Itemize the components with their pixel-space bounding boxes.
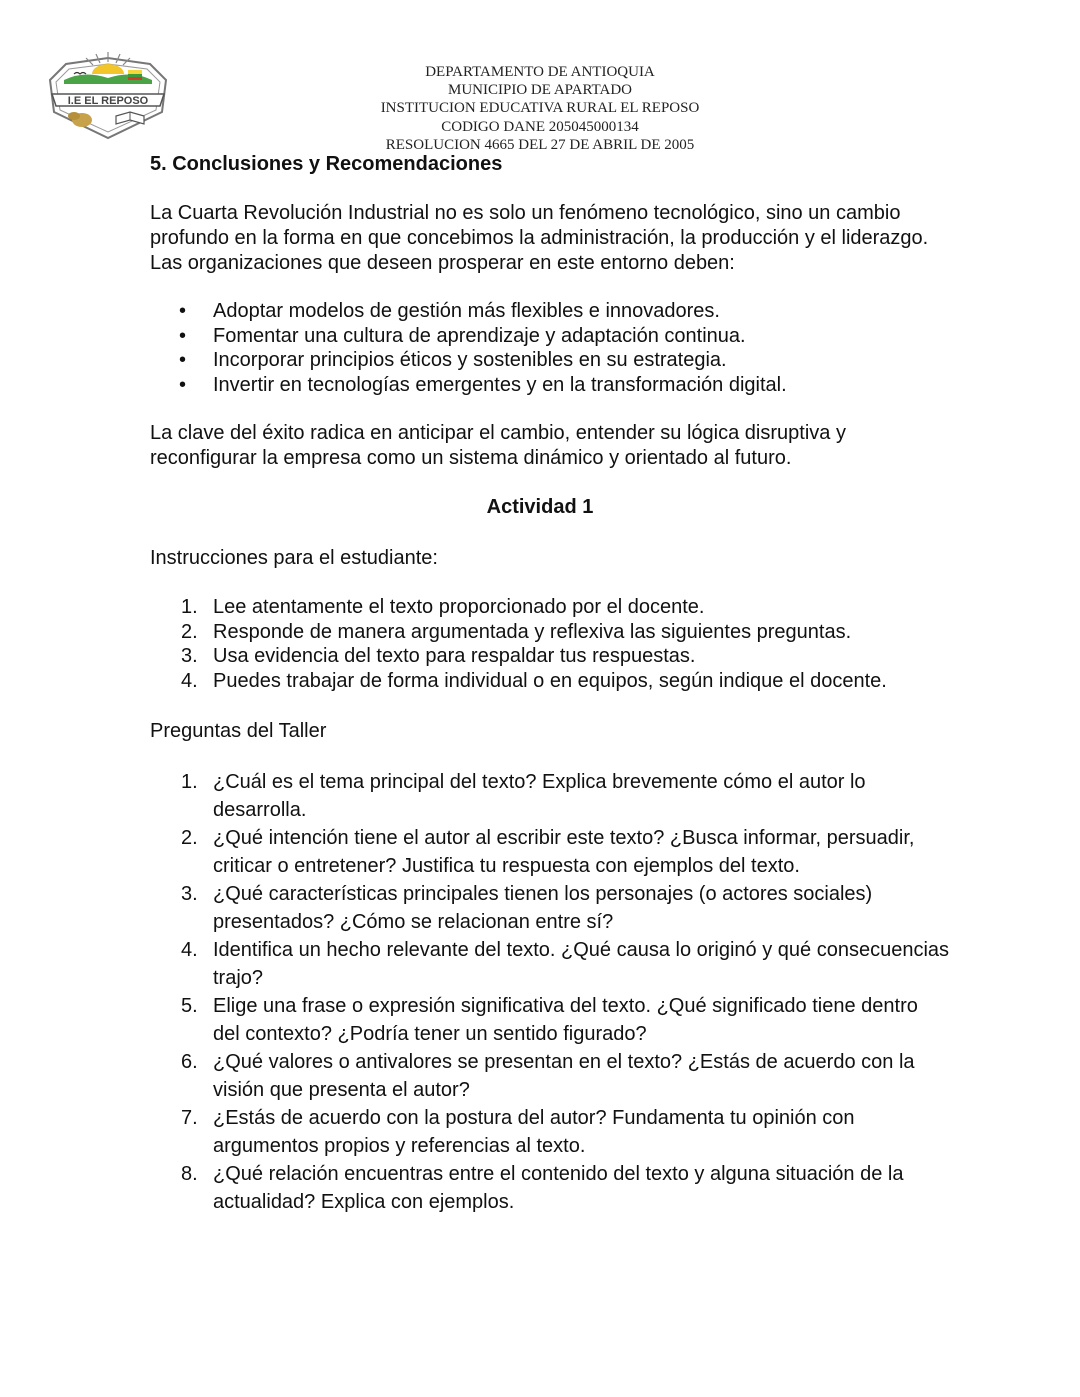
list-item-text: ¿Cuál es el tema principal del texto? Explica brevemente cómo el autor lo desarrolla. — [213, 771, 866, 821]
list-number: 1. — [181, 771, 198, 793]
school-logo — [44, 50, 172, 142]
list-item — [150, 669, 950, 694]
list-number: 2. — [181, 620, 198, 643]
list-item-text: ¿Qué características principales tienen los personajes (o actores sociales) presentados? ¿Cómo se relacionan entre sí? — [213, 883, 873, 933]
list-item-text: ¿Qué relación encuentras entre el contenido del texto y alguna situación de la actualidad? Explica con ejemplos. — [213, 1163, 904, 1213]
list-item — [150, 299, 950, 324]
instructions-heading: Instrucciones para el estudiante: — [150, 547, 438, 569]
list-item — [150, 1104, 950, 1160]
list-item — [150, 824, 950, 880]
list-item — [150, 880, 950, 936]
header-department: DEPARTAMENTO DE ANTIOQUIA — [425, 64, 655, 80]
bullet-icon: • — [179, 349, 187, 371]
list-number: 1. — [181, 596, 198, 618]
list-item — [150, 348, 950, 373]
header-dane-code: CODIGO DANE 205045000134 — [441, 118, 639, 135]
list-item — [150, 1048, 950, 1104]
section-closing: La clave del éxito radica en anticipar el cambio, entender su lógica disruptiva y reconfigurar la empresa como un sistema dinámico y orientado al futuro. — [150, 422, 846, 469]
list-item-text: Identifica un hecho relevante del texto. ¿Qué causa lo originó y qué consecuencias trajo? — [213, 939, 950, 989]
document-body — [150, 152, 950, 1216]
list-item — [150, 644, 950, 669]
list-item-text: Elige una frase o expresión significativa del texto. ¿Qué significado tiene dentro del contexto? ¿Podría tener un sentido figurado? — [213, 995, 918, 1045]
section-intro: La Cuarta Revolución Industrial no es solo un fenómeno tecnológico, sino un cambio profundo en la forma en que concebimos la administración, la producción y el liderazgo. Las organizaciones que deseen prosperar en este entorno deben: — [150, 202, 929, 274]
list-number: 4. — [181, 669, 198, 692]
list-number: 7. — [181, 1107, 198, 1129]
list-item-text: ¿Estás de acuerdo con la postura del autor? Fundamenta tu opinión con argumentos propios y referencias al texto. — [213, 1107, 855, 1157]
list-item-text: Fomentar una cultura de aprendizaje y adaptación continua. — [213, 324, 746, 347]
activity-title: Actividad 1 — [486, 496, 594, 518]
list-item-text: Usa evidencia del texto para respaldar tus respuestas. — [213, 645, 696, 667]
list-item-text: ¿Qué valores o antivalores se presentan en el texto? ¿Estás de acuerdo con la visión que presenta el autor? — [213, 1051, 915, 1101]
list-number: 4. — [181, 939, 198, 961]
questions-list — [150, 768, 950, 1216]
list-item-text: Adoptar modelos de gestión más flexibles e innovadores. — [213, 300, 720, 322]
list-item — [150, 373, 950, 398]
bullet-icon: • — [179, 373, 187, 396]
bullet-icon: • — [179, 300, 187, 322]
list-item — [150, 936, 950, 992]
list-item-text: ¿Qué intención tiene el autor al escribir este texto? ¿Busca informar, persuadir, criticar o entretener? Justifica tu respuesta con ejemplos del texto. — [213, 827, 915, 877]
instructions-list — [150, 595, 950, 693]
list-number: 6. — [181, 1051, 198, 1073]
list-item — [150, 1160, 950, 1216]
list-item-text: Puedes trabajar de forma individual o en equipos, según indique el docente. — [213, 669, 887, 692]
list-number: 3. — [181, 645, 198, 667]
institution-header — [300, 63, 780, 154]
list-number: 5. — [181, 995, 198, 1017]
logo-text: I.E EL REPOSO — [67, 95, 149, 107]
header-resolution: RESOLUCION 4665 DEL 27 DE ABRIL DE 2005 — [385, 136, 695, 153]
list-item-text: Lee atentamente el texto proporcionado por el docente. — [213, 596, 705, 618]
header-municipality: MUNICIPIO DE APARTADO — [447, 82, 633, 99]
list-number: 8. — [181, 1163, 198, 1185]
list-item-text: Incorporar principios éticos y sostenibles en su estrategia. — [213, 349, 727, 371]
list-number: 3. — [181, 883, 198, 905]
list-item — [150, 992, 950, 1048]
list-item — [150, 595, 950, 620]
bullet-icon: • — [179, 324, 187, 347]
list-item — [150, 620, 950, 645]
list-item-text: Invertir en tecnologías emergentes y en la transformación digital. — [213, 373, 787, 396]
list-item-text: Responde de manera argumentada y reflexiva las siguientes preguntas. — [213, 620, 852, 643]
section-title: 5. Conclusiones y Recomendaciones — [150, 153, 503, 175]
header-institution: INSTITUCION EDUCATIVA RURAL EL REPOSO — [380, 100, 700, 117]
recommendations-list — [150, 299, 950, 397]
questions-heading: Preguntas del Taller — [150, 720, 327, 742]
list-number: 2. — [181, 827, 198, 849]
list-item — [150, 768, 950, 824]
list-item — [150, 324, 950, 349]
